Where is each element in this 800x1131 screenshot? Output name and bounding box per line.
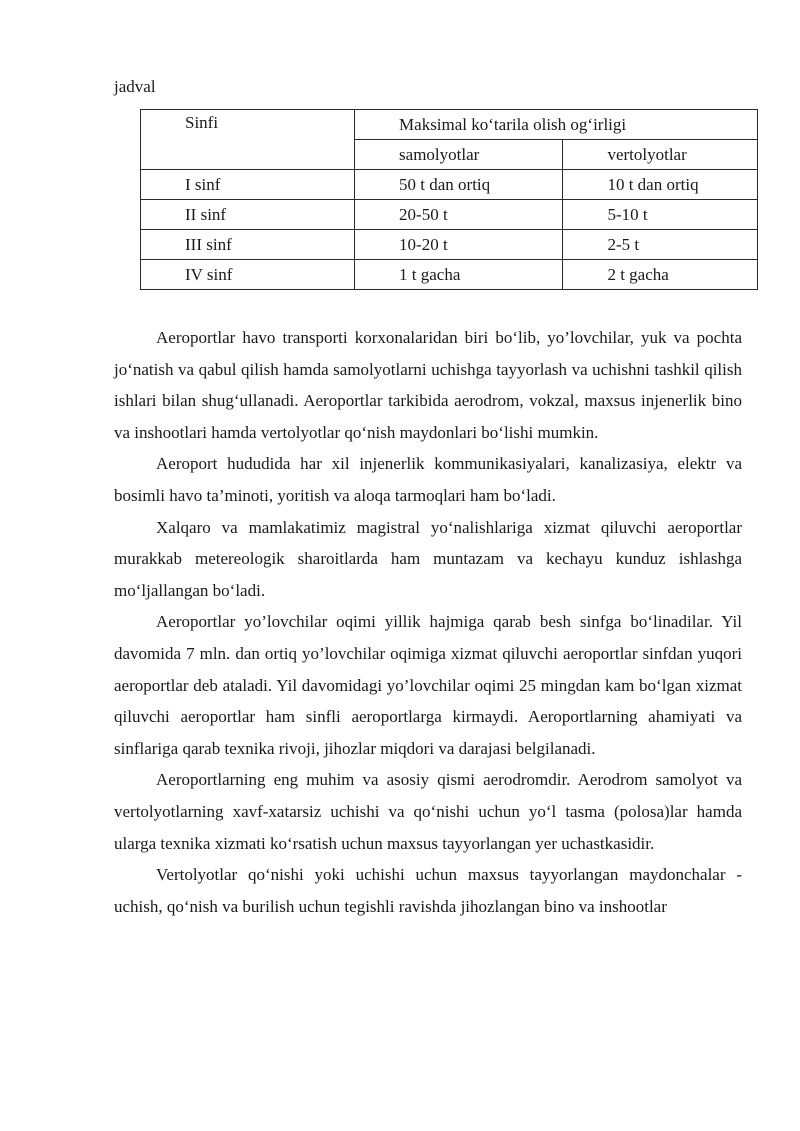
header-class: Sinfi bbox=[141, 110, 355, 170]
paragraph: Aeroportlar havo transporti korxonalaridan biri bo‘lib, yo’lovchilar, yuk va pochta jo‘natish va qabul qilish hamda samolyotlarni uchishga tayyorlash va uchishni tashkil qilish ishlari bilan shug‘ullanadi. Aeroportlar tarkibida aerodrom, vokzal, maxsus injenerlik bino va inshootlari hamda vertolyotlar qo‘nish maydonlari bo‘lishi mumkin. bbox=[114, 328, 742, 442]
table-header-row bbox=[141, 110, 758, 140]
cell-airplane-weight: 1 t gacha bbox=[355, 260, 563, 290]
table-row bbox=[141, 230, 758, 260]
table-row bbox=[141, 170, 758, 200]
header-max-takeoff-weight: Maksimal ko‘tarila olish og‘irligi bbox=[355, 110, 758, 140]
table-row bbox=[141, 260, 758, 290]
table-caption: jadval bbox=[114, 77, 156, 96]
table-row bbox=[141, 200, 758, 230]
cell-class: I sinf bbox=[141, 170, 355, 200]
cell-airplane-weight: 10-20 t bbox=[355, 230, 563, 260]
airport-class-table bbox=[140, 109, 758, 290]
body-text bbox=[114, 322, 742, 922]
paragraph: Aeroportlar yo’lovchilar oqimi yillik hajmiga qarab besh sinfga bo‘linadilar. Yil davomida 7 mln. dan ortiq yo’lovchilar oqimiga xizmat qiluvchi aeroportlar sinfdan yuqori aeroportlar deb ataladi. Yil davomidagi yo’lovchilar oqimi 25 mingdan kam bo‘lgan xizmat qiluvchi aeroportlar ham sinfli aeroportlarga kirmaydi. Aeroportlarning ahamiyati va sinflariga qarab texnika rivoji, jihozlar miqdori va darajasi belgilanadi. bbox=[114, 612, 742, 758]
paragraph: Aeroportlarning eng muhim va asosiy qismi aerodromdir. Aerodrom samolyot va vertolyotlarning xavf-xatarsiz uchishi va qo‘nishi uchun yo‘l tasma (polosa)lar hamda ularga texnika xizmati ko‘rsatish uchun maxsus tayyorlangan yer uchastkasidir. bbox=[114, 770, 742, 853]
cell-class: II sinf bbox=[141, 200, 355, 230]
cell-helicopter-weight: 5-10 t bbox=[563, 200, 758, 230]
cell-airplane-weight: 20-50 t bbox=[355, 200, 563, 230]
cell-airplane-weight: 50 t dan ortiq bbox=[355, 170, 563, 200]
paragraph: Aeroport hududida har xil injenerlik kommunikasiyalari, kanalizasiya, elektr va bosimli havo ta’minoti, yoritish va aloqa tarmoqlari ham bo‘ladi. bbox=[114, 454, 742, 505]
cell-helicopter-weight: 2 t gacha bbox=[563, 260, 758, 290]
header-airplanes: samolyotlar bbox=[355, 140, 563, 170]
header-helicopters: vertolyotlar bbox=[563, 140, 758, 170]
cell-helicopter-weight: 10 t dan ortiq bbox=[563, 170, 758, 200]
paragraph: Xalqaro va mamlakatimiz magistral yo‘nalishlariga xizmat qiluvchi aeroportlar murakkab metereologik sharoitlarda ham muntazam va kechayu kunduz ishlashga mo‘ljallangan bo‘ladi. bbox=[114, 517, 742, 600]
cell-class: IV sinf bbox=[141, 260, 355, 290]
cell-helicopter-weight: 2-5 t bbox=[563, 230, 758, 260]
paragraph: Vertolyotlar qo‘nishi yoki uchishi uchun maxsus tayyorlangan maydonchalar - uchish, qo‘nish va burilish uchun tegishli ravishda jihozlangan bino va inshootlar bbox=[114, 865, 742, 916]
cell-class: III sinf bbox=[141, 230, 355, 260]
